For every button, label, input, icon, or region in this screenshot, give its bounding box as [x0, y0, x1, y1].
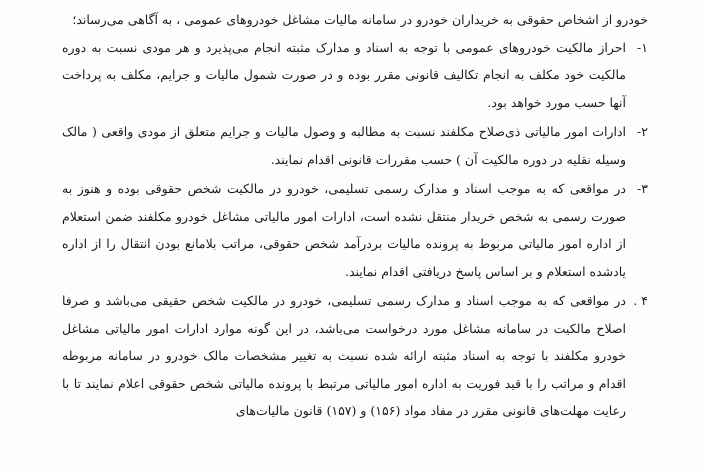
document-body — [62, 6, 648, 425]
item-text: در مواقعی که به موجب اسناد و مدارک رسمی تسلیمی، خودرو در مالکیت شخص حقوقی بوده و هنوز به صورت رسمی به شخص خریدار منتقل نشده است، ادارات امور مالیاتی مشاغل خودرو مکلفند ضمن استعلام از اداره امور مالیاتی مربوط به پرونده مالیات بردرآمد شخص حقوقی، مراتب بلامانع بودن انتقال را از اداره یادشده استعلام و بر اساس پاسخ دریافتی اقدام نمایند. — [62, 181, 626, 279]
item-number: ۳- — [637, 181, 648, 196]
item-text: در مواقعی که به موجب اسناد و مدارک رسمی تسلیمی، خودرو در مالکیت شخص حقیقی می‌باشد و صرفا اصلاح مالکیت در سامانه مشاغل مورد درخواست می‌باشد، در این گونه موارد ادارات امور مالیاتی مشاغل خودرو مکلفند با توجه به اسناد مثبته ارائه شده نسبت به تغییر مشخصات مالک خودرو در سامانه مربوطه اقدام و مراتب را با قید فوریت به اداره امور مالیاتی مرتبط با پرونده مالیاتی شخص حقوقی اعلام نمایند تا با رعایت مهلت‌های قانونی مقرر در مفاد مواد (۱۵۶) و (۱۵۷) قانون مالیات‌های — [62, 293, 626, 418]
list-item-3 — [62, 175, 648, 285]
list-item-2 — [62, 118, 648, 173]
intro-paragraph: خودرو از اشخاص حقوقی به خریداران خودرو در سامانه مالیات مشاغل خودروهای عمومی ، به آگاهی می‌رساند؛ — [72, 12, 648, 27]
list-item-4 — [62, 287, 648, 425]
item-number: ۲- — [637, 124, 648, 139]
item-text: احراز مالکیت خودروهای عمومی با توجه به اسناد و مدارک مثبته انجام می‌پذیرد و هر مودی نسبت به دوره مالکیت خود مکلف به انجام تکالیف قانونی مقرر بوده و در صورت شمول مالیات و جرایم، مکلف به پرداخت آنها حسب مورد خواهد بود. — [62, 39, 626, 110]
item-number: ۴ . — [633, 293, 648, 308]
item-text: ادارات امور مالیاتی ذی‌صلاح مکلفند نسبت به مطالبه و وصول مالیات و جرایم متعلق از مودی واقعی ( مالک وسیله نقلیه در دوره مالکیت آن ) حسب مقررات قانونی اقدام نمایند. — [62, 124, 626, 167]
item-number: ۱- — [637, 39, 648, 55]
list-item-1 — [62, 34, 648, 117]
